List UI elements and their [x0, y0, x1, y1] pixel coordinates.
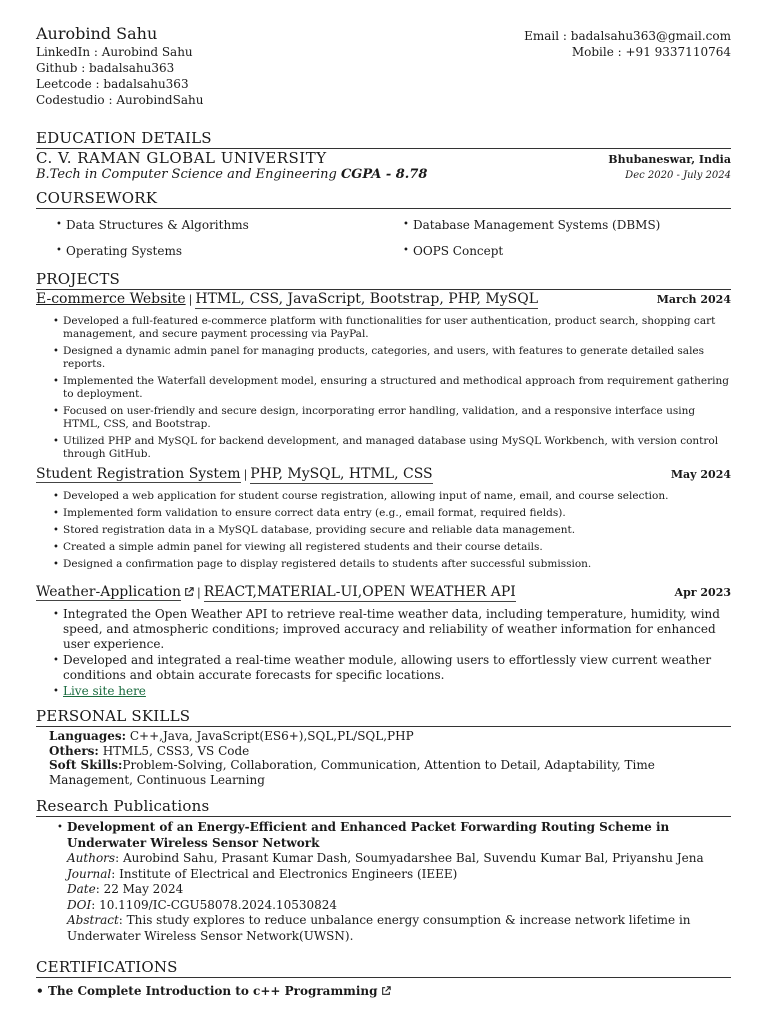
list-item: • Stored registration data in a MySQL database, providing secure and reliable data management.	[63, 524, 731, 537]
certifications-heading: CERTIFICATIONS	[36, 958, 731, 978]
project-tech: REACT,MATERIAL-UI,OPEN WEATHER API	[203, 584, 516, 600]
list-item: • Designed a confirmation page to display registered details to students after successful submission.	[63, 558, 731, 571]
skills-languages-label: Languages:	[49, 729, 127, 743]
list-item: • Implemented the Waterfall development model, ensuring a structured and methodical approach from requirement gathering to deployment.	[63, 375, 731, 401]
list-item	[63, 684, 731, 699]
candidate-name: Aurobind Sahu	[36, 24, 158, 43]
project-title	[36, 583, 516, 602]
project-name[interactable]: E-commerce Website	[36, 291, 186, 307]
list-item: • Operating Systems	[66, 238, 413, 264]
live-site-link[interactable]: Live site here	[63, 684, 146, 698]
project-bullets	[36, 490, 731, 571]
leetcode-link[interactable]: Leetcode : badalsahu363	[36, 77, 189, 91]
header-left	[36, 24, 203, 108]
email-link[interactable]: Email : badalsahu363@gmail.com	[524, 29, 731, 43]
project-date: Apr 2023	[674, 586, 731, 599]
project-bullets	[36, 607, 731, 699]
certification-title[interactable]: The Complete Introduction to c++ Programming	[48, 984, 378, 998]
project-title	[36, 290, 538, 309]
publication-authors: Authors: Aurobind Sahu, Prasant Kumar Dash, Soumyadarshee Bal, Suvendu Kumar Bal, Priyanshu Jena	[67, 851, 704, 865]
doi-value[interactable]: 10.1109/IC-CGU58078.2024.10530824	[99, 897, 338, 912]
list-item: • OOPS Concept	[413, 238, 743, 264]
project-tech: PHP, MySQL, HTML, CSS	[250, 466, 433, 482]
list-item: • Implemented form validation to ensure correct data entry (e.g., email format, required fields).	[63, 507, 731, 520]
journal-value: Institute of Electrical and Electronics Engineers (IEEE)	[119, 866, 458, 881]
degree-line	[36, 167, 427, 183]
education-row	[36, 148, 731, 167]
list-item: • Database Management Systems (DBMS)	[413, 212, 743, 238]
list-item: • Focused on user-friendly and secure design, incorporating error handling, validation, and a responsive interface using HTML, CSS, and Bootstrap.	[63, 405, 731, 431]
list-item: • Data Structures & Algorithms	[66, 212, 413, 238]
coursework-heading: COURSEWORK	[36, 189, 731, 209]
publication-abstract: Abstract: This study explores to reduce unbalance energy consumption & increase network lifetime in Underwater Wireless Sensor Network(UWSN).	[67, 913, 691, 943]
skills-heading: PERSONAL SKILLS	[36, 707, 731, 727]
journal-label: Journal	[67, 866, 112, 881]
coursework-list	[36, 212, 731, 264]
publication-journal: Journal: Institute of Electrical and Electronics Engineers (IEEE)	[67, 866, 458, 881]
project-header	[36, 465, 731, 484]
degree-text: B.Tech in Computer Science and Engineering	[36, 167, 337, 182]
external-link-icon[interactable]	[381, 986, 391, 996]
project-name[interactable]: Weather-Application	[36, 584, 181, 600]
skills-others-label: Others:	[49, 743, 99, 758]
skills-others-value: HTML5, CSS3, VS Code	[102, 743, 250, 758]
skills-others	[49, 744, 731, 759]
external-link-icon[interactable]	[184, 587, 194, 597]
header-right	[524, 28, 731, 108]
list-item: • Created a simple admin panel for viewing all registered students and their course details.	[63, 541, 731, 554]
list-item: • Utilized PHP and MySQL for backend development, and managed database using MySQL Workbench, with version control through GitHub.	[63, 435, 731, 461]
skills-soft-label: Soft Skills:	[49, 758, 123, 772]
publication-entry	[36, 820, 731, 944]
cgpa-text: CGPA - 8.78	[340, 167, 428, 182]
mobile-text: Mobile : +91 9337110764	[571, 45, 731, 59]
date-value: 22 May 2024	[103, 882, 184, 896]
skills-soft-value: Problem-Solving, Collaboration, Communication, Attention to Detail, Adaptability, Time Management, Continuous Learning	[49, 758, 655, 787]
list-item: • Integrated the Open Weather API to retrieve real-time weather data, including temperature, humidity, wind speed, and atmospheric conditions; improved accuracy and reliability of weather information for enhanced user experience.	[63, 607, 731, 652]
university-location: Bhubaneswar, India	[608, 153, 731, 166]
date-label: Date	[67, 882, 96, 896]
skills-block	[36, 729, 731, 787]
project-name: Student Registration System	[36, 466, 241, 482]
project-date: March 2024	[656, 293, 731, 306]
project-title	[36, 465, 433, 484]
publication-title: • Development of an Energy-Efficient and Enhanced Packet Forwarding Routing Scheme in Underwater Wireless Sensor Network	[67, 820, 670, 850]
skills-languages	[49, 729, 731, 744]
project-bullets	[36, 315, 731, 461]
separator: |	[196, 586, 201, 599]
skills-languages-value: C++,Java, JavaScript(ES6+),SQL,PL/SQL,PHP	[129, 729, 414, 743]
authors-label: Authors	[67, 851, 116, 865]
resume-page	[36, 24, 731, 998]
abstract-label: Abstract	[67, 913, 119, 927]
list-item: • Designed a dynamic admin panel for managing products, categories, and users, with features to generate detailed sales reports.	[63, 345, 731, 371]
codestudio-link[interactable]: Codestudio : AurobindSahu	[36, 93, 204, 107]
list-item: • Developed and integrated a real-time weather module, allowing users to effortlessly view current weather conditions and obtain accurate forecasts for specific locations.	[63, 653, 731, 683]
degree-row	[36, 167, 731, 183]
authors-value: Aurobind Sahu, Prasant Kumar Dash, Soumyadarshee Bal, Suvendu Kumar Bal, Priyanshu Jena	[122, 851, 704, 865]
education-dates: Dec 2020 - July 2024	[625, 170, 731, 181]
publication-date: Date: 22 May 2024	[67, 882, 184, 896]
project-header	[36, 289, 731, 309]
education-heading: EDUCATION DETAILS	[36, 129, 212, 147]
university-name: C. V. RAMAN GLOBAL UNIVERSITY	[36, 149, 327, 167]
certification-item	[36, 984, 731, 998]
project-header	[36, 583, 731, 602]
research-heading: Research Publications	[36, 797, 731, 817]
skills-soft	[49, 758, 731, 787]
linkedin-link[interactable]: LinkedIn : Aurobind Sahu	[36, 45, 193, 59]
github-link[interactable]: Github : badalsahu363	[36, 61, 175, 75]
publication-doi: DOI: 10.1109/IC-CGU58078.2024.10530824	[67, 897, 338, 912]
abstract-value: This study explores to reduce unbalance energy consumption & increase network lifetime in Underwater Wireless Sensor Network(UWSN).	[67, 913, 691, 943]
projects-heading: PROJECTS	[36, 270, 121, 288]
list-item: • Developed a web application for student course registration, allowing input of name, email, and course selection.	[63, 490, 731, 503]
list-item: • Developed a full-featured e-commerce platform with functionalities for user authentication, product search, shopping cart management, and secure payment processing via PayPal.	[63, 315, 731, 341]
separator: |	[243, 468, 248, 481]
project-tech: HTML, CSS, JavaScript, Bootstrap, PHP, MySQL	[195, 291, 539, 307]
resume-header	[36, 24, 731, 108]
separator: |	[188, 293, 193, 306]
doi-label: DOI	[67, 897, 92, 912]
project-date: May 2024	[670, 468, 731, 481]
